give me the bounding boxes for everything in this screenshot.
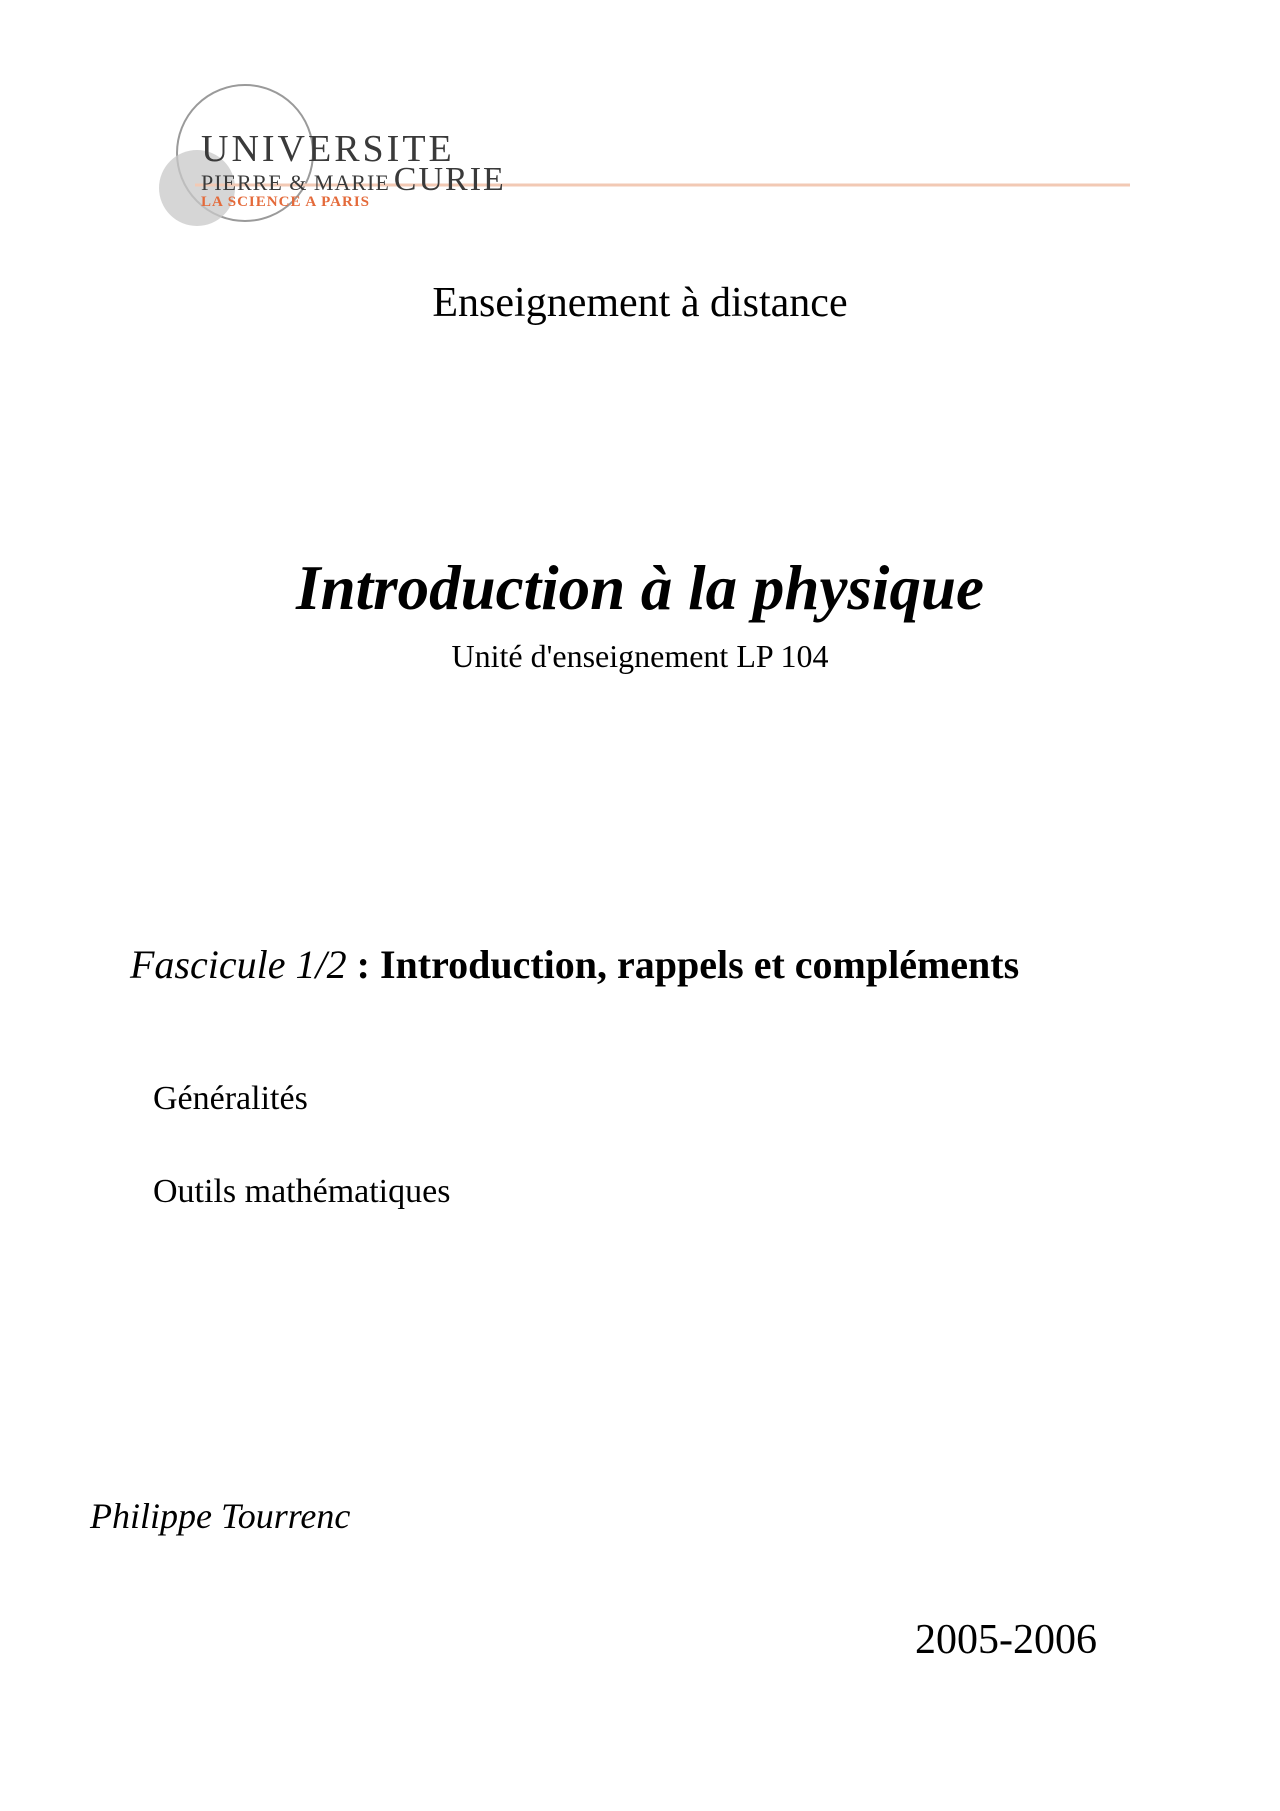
fascicule-label: Fascicule 1/2 bbox=[130, 942, 347, 987]
teaching-mode-heading: Enseignement à distance bbox=[432, 280, 848, 326]
topic-item: Outils mathématiques bbox=[153, 1173, 451, 1210]
course-title: Introduction à la physique bbox=[296, 553, 984, 623]
fascicule-separator: : bbox=[346, 942, 380, 987]
university-logo bbox=[155, 78, 1135, 238]
topic-item: Généralités bbox=[153, 1080, 308, 1117]
logo-text-universite: UNIVERSITE bbox=[201, 128, 455, 170]
academic-year: 2005-2006 bbox=[915, 1617, 1097, 1663]
fascicule-title: Introduction, rappels et compléments bbox=[379, 942, 1020, 987]
course-unit: Unité d'enseignement LP 104 bbox=[451, 638, 829, 674]
author-name: Philippe Tourrenc bbox=[90, 1496, 351, 1536]
logo-tagline: LA SCIENCE A PARIS bbox=[201, 194, 371, 210]
fascicule-heading bbox=[130, 943, 1019, 987]
logo-text-pierre-marie: PIERRE & MARIE bbox=[201, 170, 390, 195]
logo-text-curie-word: CURIE bbox=[393, 161, 506, 198]
logo-text-curie bbox=[201, 163, 506, 197]
